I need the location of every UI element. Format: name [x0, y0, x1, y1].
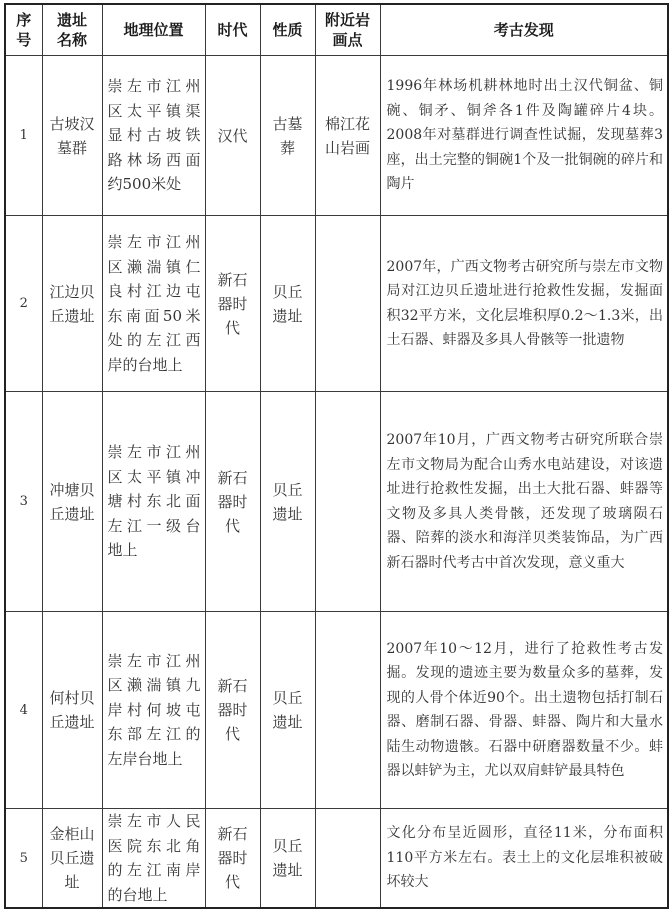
site-era: 汉代 — [205, 56, 260, 216]
site-era: 新石 器时 代 — [205, 612, 260, 809]
site-findings: 1996年林场机耕林地时出土汉代铜盆、铜碗、铜矛、铜斧各1件及陶罐碎片4块。2008年对墓群进行调查性试掘，发现墓葬3座，出土完整的铜碗1个及一批铜碗的碎片和陶片 — [380, 56, 668, 216]
table-row — [5, 56, 668, 216]
header-num: 序 号 — [5, 4, 42, 56]
table-row — [5, 612, 668, 809]
nearby-rock-art — [315, 612, 380, 809]
site-era: 新石 器时 代 — [205, 216, 260, 392]
table-row — [5, 809, 668, 909]
nearby-rock-art — [315, 392, 380, 612]
site-location: 崇左市江州 区太平镇冲 塘村东北面 左江一级台 地上 — [102, 392, 205, 612]
site-nature: 贝丘 遗址 — [260, 216, 315, 392]
site-era: 新石 器时 代 — [205, 392, 260, 612]
site-name: 古坡汉 墓群 — [42, 56, 102, 216]
header-findings: 考古发现 — [380, 4, 668, 56]
site-location: 崇左市江州 区濑湍镇仁 良村江边屯 东南面50米 处的左江西 岸的台地上 — [102, 216, 205, 392]
header-location: 地理位置 — [102, 4, 205, 56]
site-nature: 贝丘 遗址 — [260, 392, 315, 612]
nearby-rock-art: 棉江花 山岩画 — [315, 56, 380, 216]
row-num: 5 — [5, 809, 42, 909]
archaeological-sites-table — [4, 3, 669, 909]
site-location: 崇左市人民 医院东北角 的左江南岸 的台地上 — [102, 809, 205, 909]
header-row — [5, 4, 668, 56]
site-name: 金柜山 贝丘遗 址 — [42, 809, 102, 909]
site-location: 崇左市江州 区太平镇渠 显村古坡铁 路林场西面 约500米处 — [102, 56, 205, 216]
site-nature: 古墓 葬 — [260, 56, 315, 216]
site-nature: 贝丘 遗址 — [260, 809, 315, 909]
site-name: 何村贝 丘遗址 — [42, 612, 102, 809]
row-num: 4 — [5, 612, 42, 809]
site-findings: 2007年，广西文物考古研究所与崇左市文物局对江边贝丘遗址进行抢救性发掘，发掘面积32平方米，文化层堆积厚0.2～1.3米，出土石器、蚌器及多具人骨骸等一批遗物 — [380, 216, 668, 392]
header-name: 遗址 名称 — [42, 4, 102, 56]
site-location: 崇左市江州 区濑湍镇九 岸村何坡屯 东部左江的 左岸台地上 — [102, 612, 205, 809]
row-num: 2 — [5, 216, 42, 392]
site-era: 新石 器时 代 — [205, 809, 260, 909]
row-num: 3 — [5, 392, 42, 612]
sites-table-container — [4, 3, 667, 904]
header-era: 时代 — [205, 4, 260, 56]
table-row — [5, 392, 668, 612]
site-findings: 2007年10月，广西文物考古研究所联合崇左市文物局为配合山秀水电站建设，对该遗址进行抢救性发掘，出土大批石器、蚌器等文物及多具人类骨骸，还发现了玻璃陨石器、陪葬的淡水和海洋贝类装饰品，为广西新石器时代考古中首次发现，意义重大 — [380, 392, 668, 612]
site-findings: 2007年10～12月，进行了抢救性考古发掘。发现的遗迹主要为数量众多的墓葬，发现的人骨个体近90个。出土遗物包括打制石器、磨制石器、骨器、蚌器、陶片和大量水陆生动物遗骸。石器中研磨器数量不少。蚌器以蚌铲为主，尤以双肩蚌铲最具特色 — [380, 612, 668, 809]
site-nature: 贝丘 遗址 — [260, 612, 315, 809]
nearby-rock-art — [315, 809, 380, 909]
site-name: 冲塘贝 丘遗址 — [42, 392, 102, 612]
site-name: 江边贝 丘遗址 — [42, 216, 102, 392]
row-num: 1 — [5, 56, 42, 216]
header-nature: 性质 — [260, 4, 315, 56]
nearby-rock-art — [315, 216, 380, 392]
table-row — [5, 216, 668, 392]
site-findings: 文化分布呈近圆形，直径11米，分布面积110平方米左右。表土上的文化层堆积被破坏较大 — [380, 809, 668, 909]
header-rock: 附近岩 画点 — [315, 4, 380, 56]
